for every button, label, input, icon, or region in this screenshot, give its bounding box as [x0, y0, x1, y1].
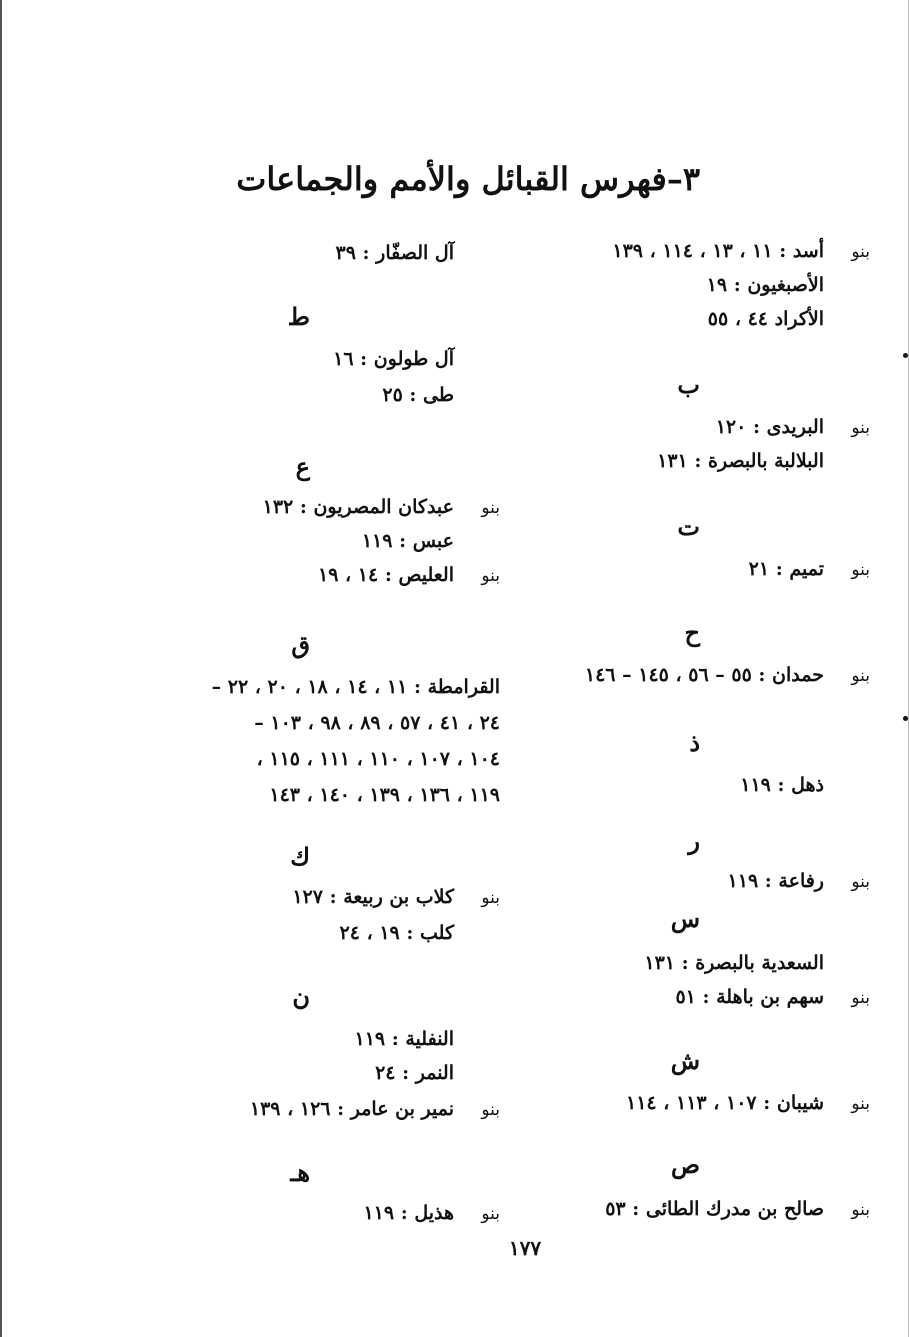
entry: [150, 676, 500, 710]
entry-text: العليص : ١٤ ، ١٩: [318, 564, 454, 586]
entry-text: نمير بن عامر : ١٢٦ ، ١٣٩: [249, 1098, 454, 1120]
page-number: ١٧٧: [508, 1236, 542, 1260]
entry-continuation: [150, 712, 500, 746]
section-letter: س: [670, 904, 700, 933]
banu-prefix: بنو: [851, 242, 870, 262]
banu-prefix: بنو: [481, 498, 500, 518]
entry-continuation: [150, 784, 500, 818]
entry-text: ١١٩ ، ١٣٦ ، ١٣٩ ، ١٤٠ ، ١٤٣: [269, 784, 500, 806]
entry-text: عبدكان المصريون : ١٣٢: [262, 496, 454, 518]
entry: [150, 564, 500, 598]
entry: [150, 348, 500, 382]
entry-text: ١٠٤ ، ١٠٧ ، ١١٠ ، ١١١ ، ١١٥ ،: [256, 748, 500, 770]
section-letter: ب: [677, 370, 700, 399]
banu-prefix: بنو: [851, 988, 870, 1008]
entry-text: صالح بن مدرك الطائى : ٥٣: [605, 1198, 824, 1220]
section-letter: ش: [670, 1046, 700, 1075]
entry-text: عبس : ١١٩: [361, 530, 454, 552]
entry-text: طى : ٢٥: [382, 384, 454, 406]
banu-prefix: بنو: [851, 872, 870, 892]
entry: [150, 1098, 500, 1132]
entry-text: أسد : ١١ ، ١٣ ، ١١٤ ، ١٣٩: [612, 240, 824, 262]
section-letter: ك: [290, 842, 310, 871]
page-left-border: [0, 0, 2, 1337]
section-letter: ص: [670, 1150, 700, 1179]
margin-dot: [903, 716, 908, 721]
section-letter: ط: [287, 302, 310, 331]
entry: [150, 1202, 500, 1236]
entry: [520, 416, 870, 450]
entry: [520, 558, 870, 592]
section-letter: ق: [291, 630, 310, 659]
banu-prefix: بنو: [481, 1204, 500, 1224]
banu-prefix: بنو: [481, 888, 500, 908]
entry-text: رفاعة : ١١٩: [727, 870, 824, 892]
banu-prefix: بنو: [481, 566, 500, 586]
banu-prefix: بنو: [851, 1200, 870, 1220]
entry-text: النمر : ٢٤: [375, 1062, 454, 1084]
entry: [520, 774, 870, 808]
entry-text: آل طولون : ١٦: [333, 348, 454, 370]
entry: [520, 986, 870, 1020]
entry: [150, 384, 500, 418]
entry: [150, 496, 500, 530]
entry-text: هذيل : ١١٩: [363, 1202, 454, 1224]
section-letter: ر: [688, 826, 700, 855]
entry: [150, 922, 500, 956]
entry-text: البلالبة بالبصرة : ١٣١: [657, 450, 824, 472]
entry-text: شيبان : ١٠٧ ، ١١٣ ، ١١٤: [626, 1092, 824, 1114]
entry-text: تميم : ٢١: [748, 558, 824, 580]
page-title: ٣–فهرس القبائل والأمم والجماعات: [236, 160, 700, 198]
entry: [150, 1062, 500, 1096]
section-letter: هـ: [290, 1158, 310, 1187]
banu-prefix: بنو: [481, 1100, 500, 1120]
entry-text: القرامطة : ١١ ، ١٤ ، ١٨ ، ٢٠ ، ٢٢ –: [211, 676, 500, 698]
entry: [520, 450, 870, 484]
entry-text: آل الصفّار : ٣٩: [335, 242, 454, 264]
entry-text: سهم بن باهلة : ٥١: [675, 986, 824, 1008]
entry-text: الأصبغيون : ١٩: [706, 274, 824, 296]
section-letter: ع: [295, 452, 310, 481]
entry: [520, 308, 870, 342]
entry-text: حمدان : ٥٥ – ٥٦ ، ١٤٥ – ١٤٦: [584, 664, 824, 686]
entry: [520, 274, 870, 308]
entry-text: البريدى : ١٢٠: [715, 416, 824, 438]
section-letter: ن: [292, 982, 310, 1011]
entry-text: النفلية : ١١٩: [354, 1028, 454, 1050]
section-letter: ح: [684, 618, 700, 647]
entry: [520, 1198, 870, 1232]
banu-prefix: بنو: [851, 560, 870, 580]
entry: [150, 1028, 500, 1062]
entry: [520, 952, 870, 986]
section-letter: ذ: [689, 728, 700, 757]
entry: [520, 240, 870, 274]
banu-prefix: بنو: [851, 418, 870, 438]
entry-text: الأكراد ٤٤ ، ٥٥: [707, 308, 824, 330]
entry-continuation: [150, 748, 500, 782]
entry-text: كلاب بن ربيعة : ١٢٧: [292, 886, 454, 908]
entry: [150, 530, 500, 564]
entry: [520, 870, 870, 904]
entry-text: كلب : ١٩ ، ٢٤: [339, 922, 454, 944]
margin-dot: [903, 353, 908, 358]
entry-text: ذهل : ١١٩: [740, 774, 824, 796]
entry-text: السعدية بالبصرة : ١٣١: [644, 952, 824, 974]
banu-prefix: بنو: [851, 1094, 870, 1114]
entry: [150, 242, 500, 276]
entry: [520, 664, 870, 698]
entry-text: ٢٤ ، ٤١ ، ٥٧ ، ٨٩ ، ٩٨ ، ١٠٣ –: [254, 712, 500, 734]
banu-prefix: بنو: [851, 666, 870, 686]
entry: [520, 1092, 870, 1126]
entry: [150, 886, 500, 920]
section-letter: ت: [677, 512, 700, 541]
